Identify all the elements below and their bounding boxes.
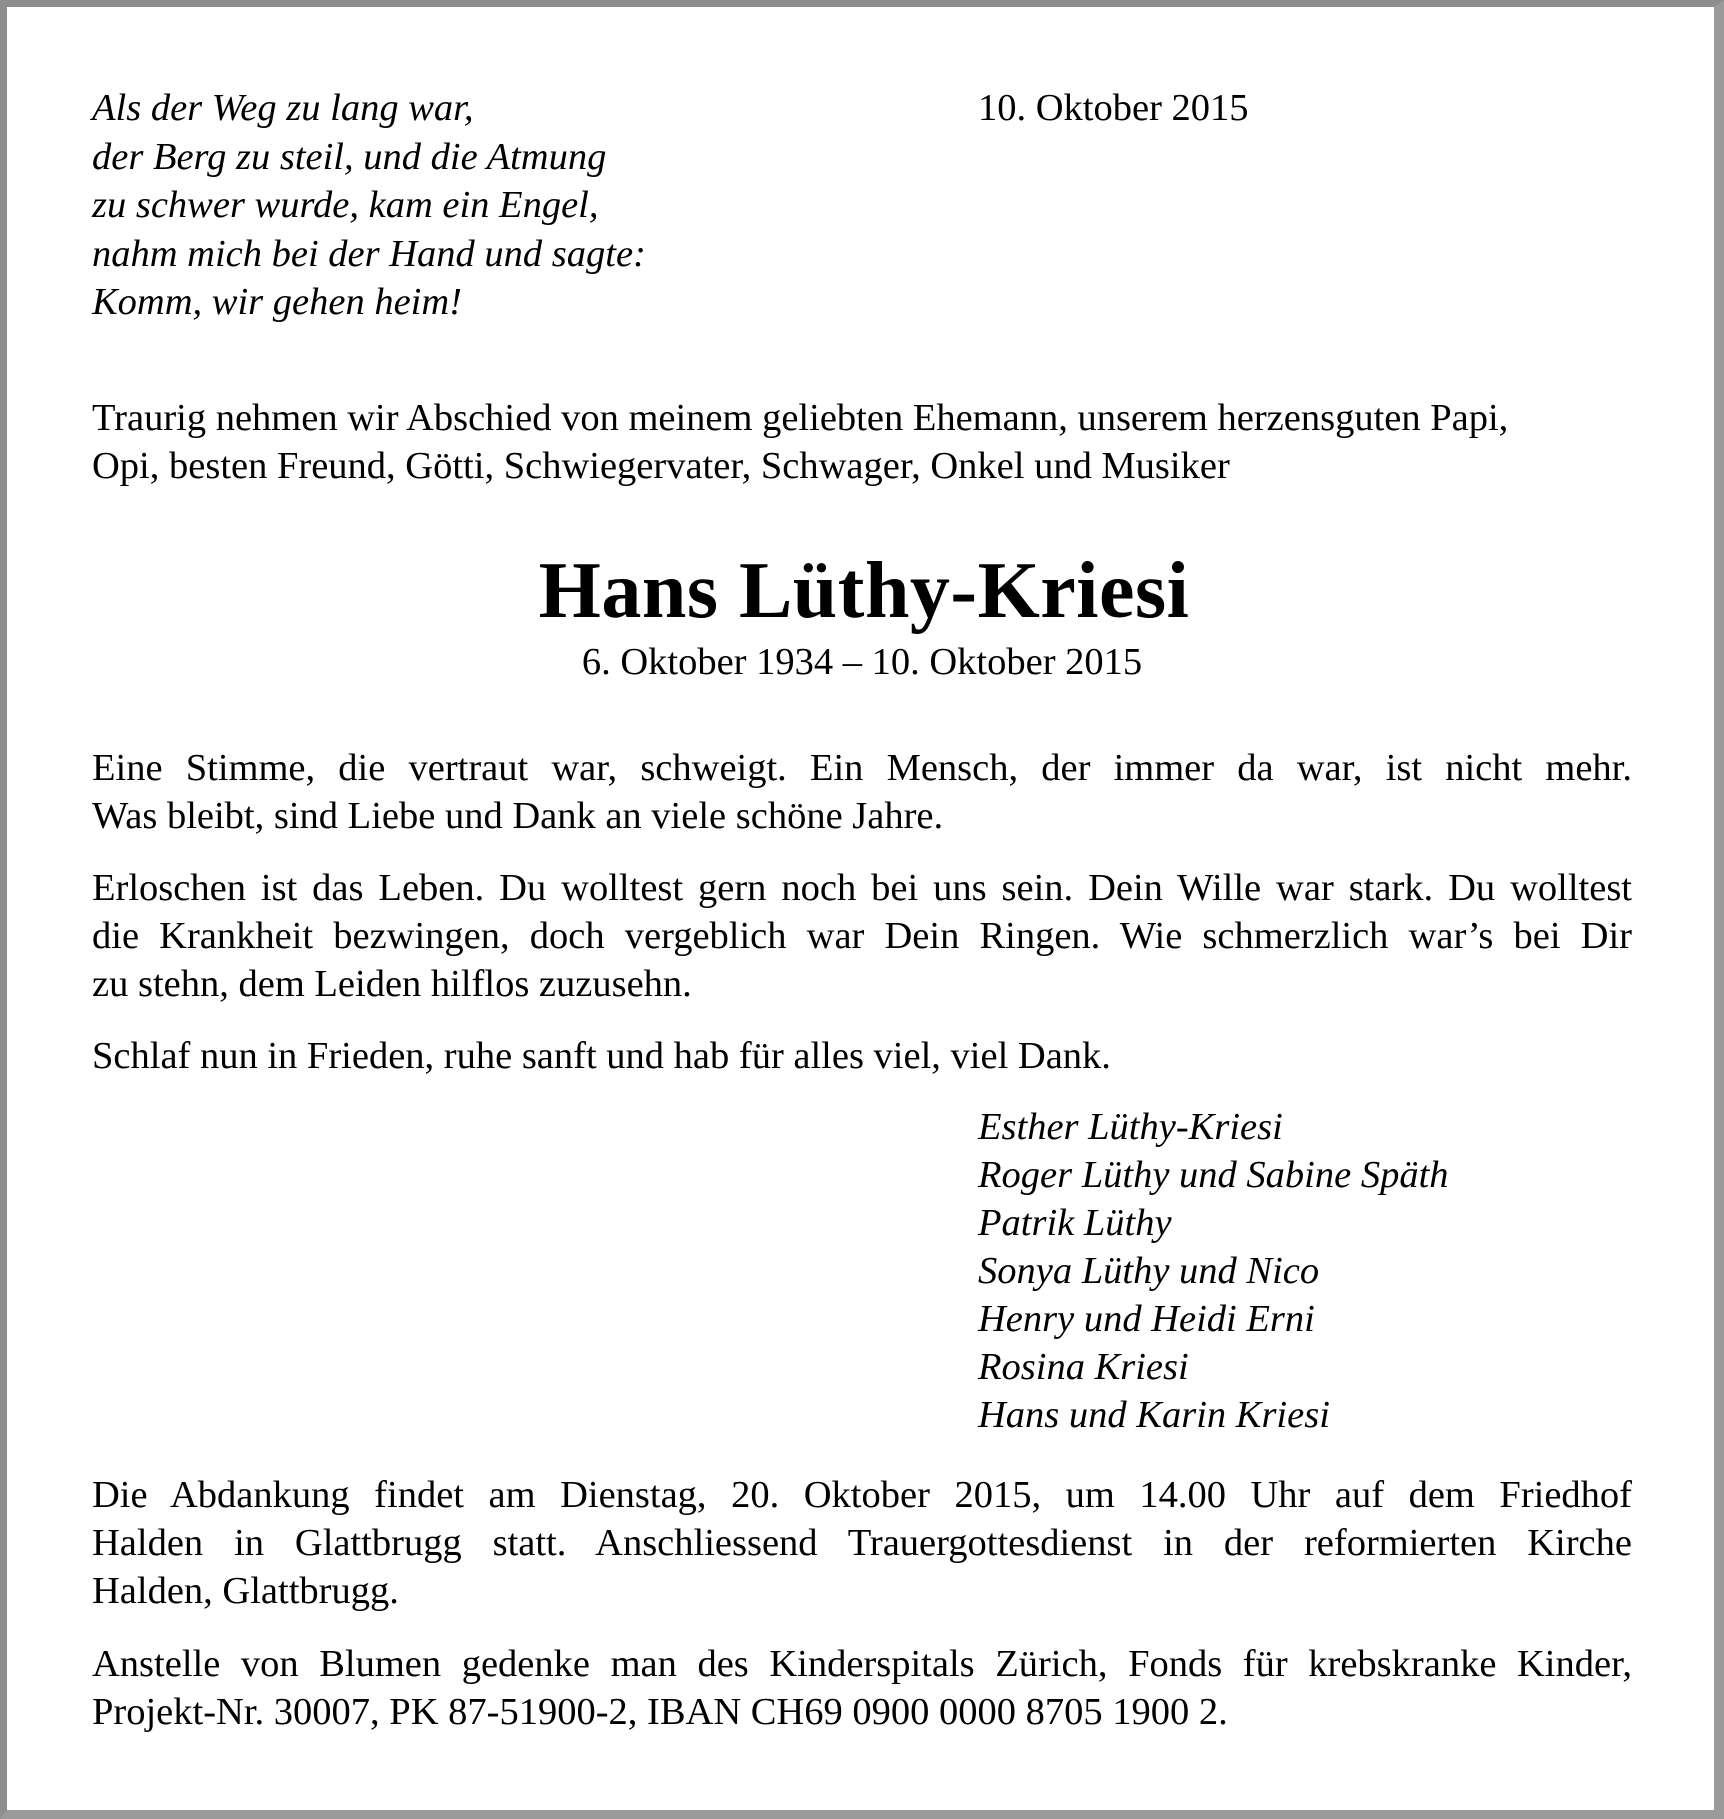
paragraph-line: Erloschen ist das Leben. Du wolltest gern noch bei uns sein. Dein Wille war stark. Du wolltest <box>92 867 1632 909</box>
poem-line: Komm, wir gehen heim! <box>92 281 462 323</box>
paragraph-line: Schlaf nun in Frieden, ruhe sanft und hab für alles viel, viel Dank. <box>92 1035 1111 1077</box>
paragraph-line: Anstelle von Blumen gedenke man des Kinderspitals Zürich, Fonds für krebskranke Kinder, <box>92 1643 1632 1685</box>
intro-line: Opi, besten Freund, Götti, Schwiegervater, Schwager, Onkel und Musiker <box>92 445 1230 487</box>
signers-list <box>978 1103 1449 1439</box>
paragraph-funeral-info <box>92 1471 1632 1615</box>
signer: Roger Lüthy und Sabine Späth <box>978 1154 1449 1196</box>
life-dates: 6. Oktober 1934 – 10. Oktober 2015 <box>581 641 1143 683</box>
paragraph-voice <box>92 744 1632 840</box>
paragraph-line: Projekt-Nr. 30007, PK 87-51900-2, IBAN CH69 0900 0000 8705 1900 2. <box>92 1691 1228 1733</box>
paragraph-donation <box>92 1640 1632 1736</box>
signer: Patrik Lüthy <box>978 1202 1172 1244</box>
signer: Esther Lüthy-Kriesi <box>978 1106 1283 1148</box>
poem-line: nahm mich bei der Hand und sagte: <box>92 232 646 275</box>
signer: Hans und Karin Kriesi <box>978 1394 1330 1436</box>
poem-line: zu schwer wurde, kam ein Engel, <box>92 184 599 226</box>
paragraph-line: Halden, Glattbrugg. <box>92 1570 399 1612</box>
paragraph-line: Was bleibt, sind Liebe und Dank an viele schöne Jahre. <box>92 795 944 837</box>
notice-date: 10. Oktober 2015 <box>978 87 1249 129</box>
deceased-name: Hans Lüthy-Kriesi <box>538 547 1190 635</box>
intro-line: Traurig nehmen wir Abschied von meinem geliebten Ehemann, unserem herzensguten Papi, <box>92 397 1509 439</box>
paragraph-line: zu stehn, dem Leiden hilflos zuzusehn. <box>92 963 692 1005</box>
paragraph-line: die Krankheit bezwingen, doch vergeblich war Dein Ringen. Wie schmerzlich war’s bei Dir <box>92 915 1632 957</box>
intro-text <box>92 394 1632 490</box>
paragraph-line: Die Abdankung findet am Dienstag, 20. Oktober 2015, um 14.00 Uhr auf dem Friedhof <box>92 1474 1632 1516</box>
paragraph-line: Halden in Glattbrugg statt. Anschliessend Trauergottesdienst in der reformierten Kirche <box>92 1522 1632 1564</box>
poem-line: Als der Weg zu lang war, <box>92 87 474 129</box>
paragraph-illness <box>92 864 1632 1008</box>
poem-line: der Berg zu steil, und die Atmung <box>92 135 607 178</box>
signer: Rosina Kriesi <box>978 1346 1189 1388</box>
poem <box>92 84 646 327</box>
paragraph-line: Eine Stimme, die vertraut war, schweigt. Ein Mensch, der immer da war, ist nicht mehr. <box>92 747 1632 789</box>
paragraph-farewell <box>92 1032 1632 1080</box>
signer: Henry und Heidi Erni <box>978 1298 1315 1340</box>
signer: Sonya Lüthy und Nico <box>978 1250 1320 1292</box>
